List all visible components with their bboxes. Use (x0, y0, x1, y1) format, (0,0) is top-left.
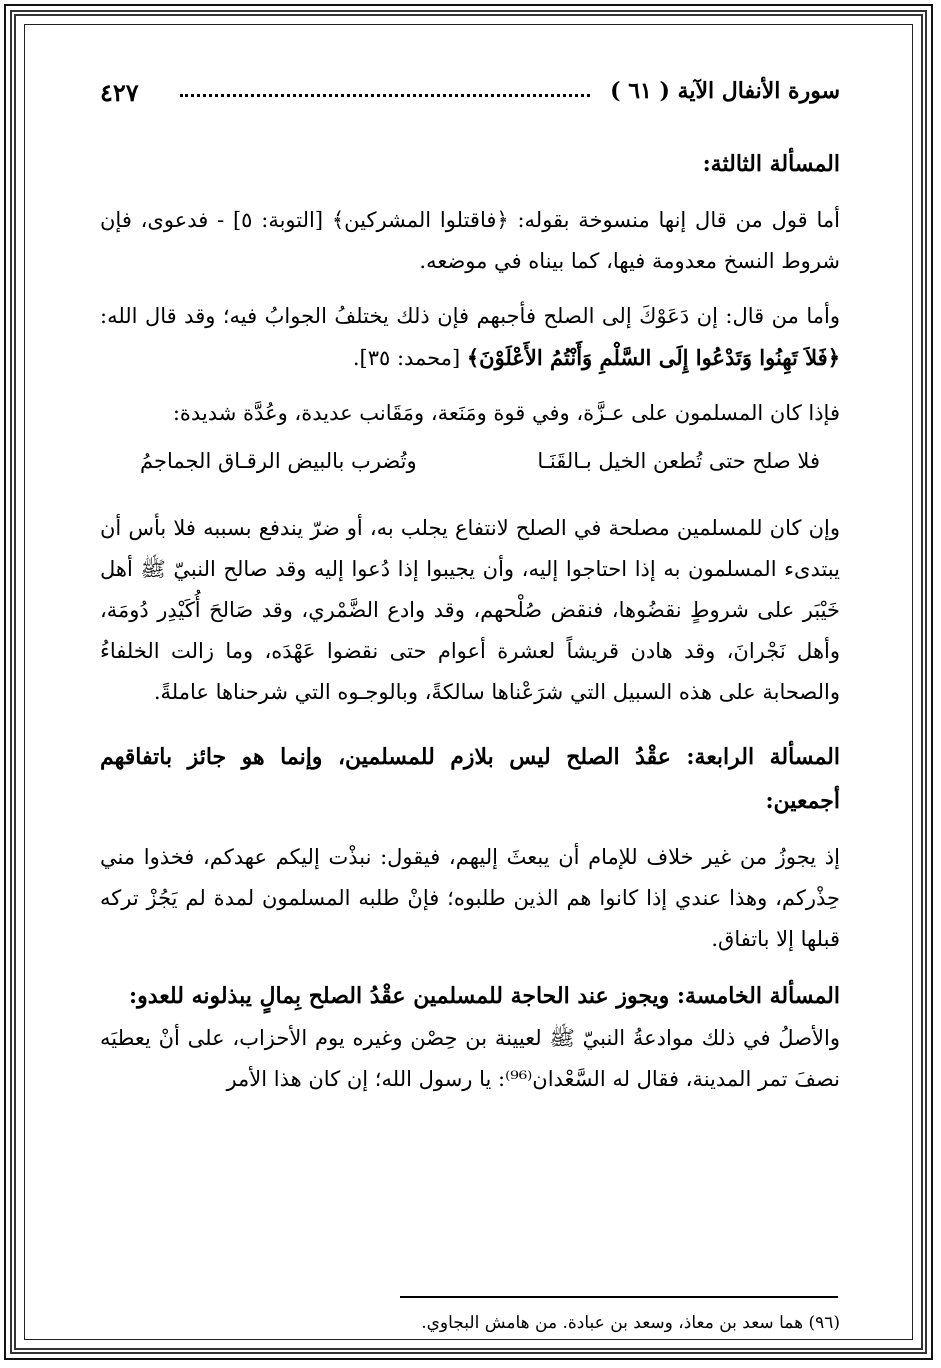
running-header (100, 74, 840, 114)
quran-verse: ﴿فَلاَ تَهِنُوا وَتَدْعُوا إِلَى السَّلْمِ وَأَنْتُمُ الأَعْلَوْنَ﴾ (466, 345, 840, 370)
section-heading-4: المسألة الرابعة: عقْدُ الصلح ليس بلازم للمسلمين، وإنما هو جائز باتفاقهم أجمعين: (100, 744, 840, 814)
page-number: ٤٢٧ (100, 78, 139, 107)
section-heading-5: المسألة الخامسة: ويجوز عند الحاجة للمسلمين عقْدُ الصلح بِمالٍ يبذلونه للعدو: (129, 983, 840, 1009)
poem-hemistich-second: وتُضرب بالبيض الرقـاق الجماجمُ (140, 449, 417, 473)
section-heading-3: المسألة الثالثة: (702, 151, 840, 177)
paragraph-1: أما قول من قال إنها منسوخة بقوله: ﴿فاقتلوا المشركين﴾ [التوبة: ٥] - فدعوى، فإن شروط النسخ معدومة فيها، كما بيناه في موضعه. (100, 208, 840, 273)
paragraph-4: وإن كان للمسلمين مصلحة في الصلح لانتفاع يجلب به، أو ضرّ يندفع بسببه فلا بأس أن يبتدىء المسلمون به إذا احتاجوا إليه، وأن يجيبوا إذا دُعوا إليه وقد صالح النبيّ ﷺ أهل خَيْبَر على شروطٍ نقضُوها، فنقض صُلْحهم، وقد وادع الضَّمْري، وقد صَالحَ أُكَيْدِر دُومَة، وأهل نَجْرانَ، وقد هادن قريشاً لعشرة أعوام حتى نقضوا عَهْدَه، وما زالت الخلفاءُ والصحابة على هذه السبيل التي شرَعْناها سالكةً، وبالوجـوه التي شرحناها عاملةً. (100, 516, 840, 704)
poetry-verse (100, 434, 840, 488)
paragraph-5: إذ يجوزُ من غير خلاف للإمام أن يبعثَ إليهم، فيقول: نبذْت إليكم عهدكم، فخذوا مني حِذْركم، وهذا عندي إذا كانوا هم الذين طلبوه؛ فإنْ طلبه المسلمون لمدة لم يَجُزْ تركه قبلها إلا باتفاق. (100, 845, 840, 951)
paragraph-2-text-b: [محمد: ٣٥]. (352, 346, 467, 370)
paragraph-3: فإذا كان المسلمون على عـزَّة، وفي قوة ومَنَعة، ومَقَانب عديدة، وعُدَّة شديدة: (172, 401, 840, 425)
paragraph-2 (100, 296, 840, 379)
footnote: (٩٦) هما سعد بن معاذ، وسعد بن عبادة. من هامش البجاوي. (421, 1313, 840, 1333)
poem-hemistich-first: فلا صلح حتى تُطعن الخيل بـالقَنَـا (537, 449, 820, 473)
paragraph-2-text-a: وأما من قال: إن دَعَوْكَ إلى الصلح فأجبهم فإن ذلك يختلفُ الجوابُ فيه؛ وقد قال الله: (100, 304, 840, 328)
header-leader-dots (180, 94, 590, 97)
page-body (100, 142, 840, 1100)
footnote-separator (400, 1296, 838, 1298)
header-title: سورة الأنفال الآية ( ٦١ ) (610, 78, 840, 104)
paragraph-6: والأصلُ في ذلك موادعةُ النبيّ ﷺ لعيينة بن حِصْن وغيره يوم الأحزاب، على أنْ يعطيَه نصفَ تمر المدينة، فقال له السَّعْدان⁽⁹⁶⁾: يا رسول الله؛ إن كان هذا الأمر (100, 1026, 840, 1091)
